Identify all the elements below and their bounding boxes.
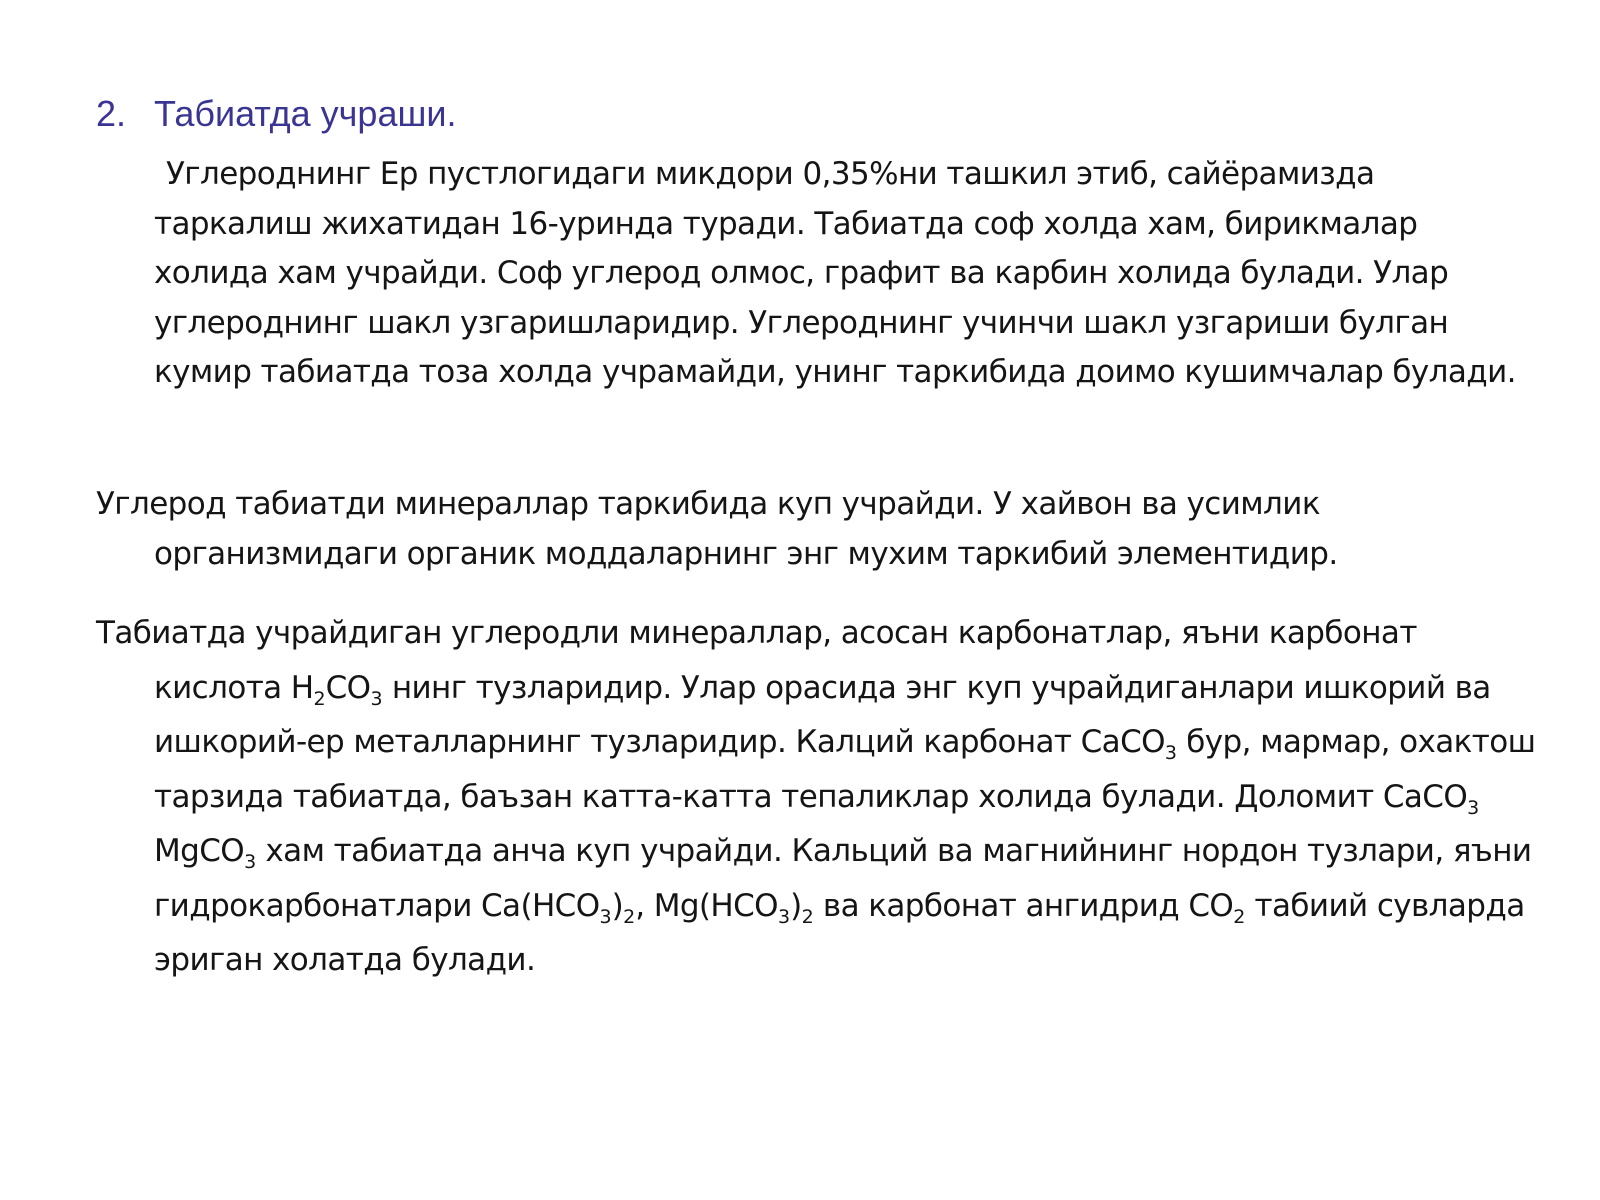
subscript: 2 (313, 687, 326, 710)
subscript: 2 (1233, 905, 1246, 928)
paragraph-3-part: ва карбонат ангидрид CO (813, 887, 1234, 924)
section-number: 2. (96, 93, 127, 134)
subscript: 3 (370, 687, 383, 710)
paragraph-1-text: Углероднинг Ер пустлогидаги микдори 0,35%ни ташкил этиб, сайёрамизда таркалиш жихатидан 16-уринда туради. Табиатда соф холда хам, бирикмалар холида хам учрайди. Соф углерод олмос, графит ва карбин холида булади. Улар углероднинг шакл узгаришларидир. Углероднинг учинчи шакл узгариши булган кумир табиатда тоза холда учрамайди, унинг таркибида доимо кушимчалар булади. (154, 156, 1516, 390)
paragraph-3-part: ) (790, 887, 802, 924)
paragraph-3-part: Табиатда учрайдиган углеродли минераллар, асосан карбонатлар, яъни карбонат кислота H (96, 615, 1417, 706)
subscript: 3 (244, 851, 257, 873)
subscript: 3 (777, 905, 791, 928)
subscript: 3 (1467, 796, 1480, 819)
paragraph-3-part: MgCO (154, 833, 245, 869)
paragraph-3-part: ) (611, 887, 624, 924)
paragraph-3-part: CO (325, 669, 371, 706)
paragraph-3-part: табиий сувларда эриган холатда булади. (154, 887, 1525, 978)
paragraph-occurrence (96, 150, 1536, 398)
paragraph-carbonates (96, 606, 1536, 988)
section-title: Табиатда учраши. (154, 93, 457, 134)
paragraph-3-part: нинг тузларидир. Улар орасида энг куп учрайдиганлари ишкорий ва ишкорий-ер металларнинг тузларидир. Калций карбонат CaCO (154, 669, 1491, 760)
paragraph-minerals (96, 480, 1536, 579)
paragraph-3-part: , Mg(HCO (635, 887, 778, 924)
section-heading (96, 92, 456, 136)
subscript: 2 (623, 905, 636, 928)
paragraph-3-part: бур, мармар, охактош тарзида табиатда, баъзан катта-катта тепаликлар холида булади. Доломит CaCO (154, 724, 1536, 815)
paragraph-3-part: хам табиатда анча куп учрайди. Кальций ва магнийнинг нордон тузлари, яъни гидрокарбонатлари Ca(HCO (154, 833, 1532, 924)
subscript: 3 (1164, 742, 1178, 764)
paragraph-2-text: Углерод табиатди минераллар таркибида куп учрайди. У хайвон ва усимлик организмидаги органик моддаларнинг энг мухим таркибий элементидир. (96, 486, 1338, 572)
subscript: 2 (801, 905, 814, 928)
subscript: 3 (599, 905, 612, 928)
